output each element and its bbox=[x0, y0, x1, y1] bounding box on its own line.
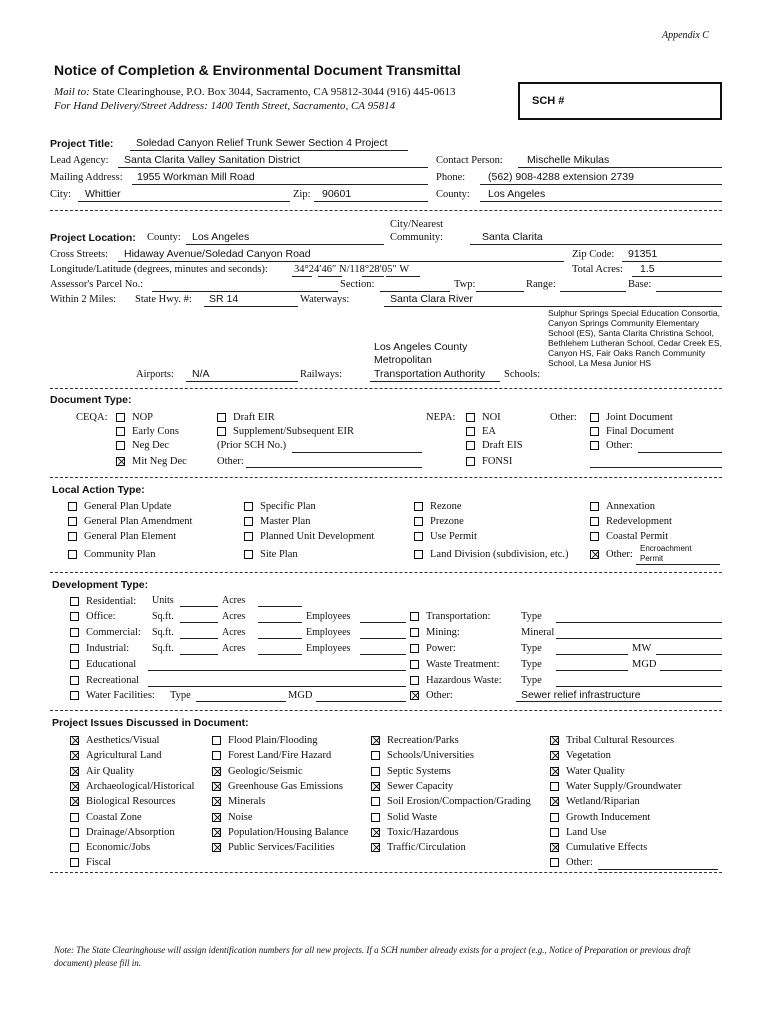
local-action-checkbox[interactable] bbox=[68, 532, 77, 541]
issues-label: Project Issues Discussed in Document: bbox=[52, 717, 249, 729]
waste-checkbox[interactable] bbox=[410, 660, 419, 669]
issue-label: Biological Resources bbox=[86, 796, 176, 807]
issue-label: Air Quality bbox=[86, 766, 135, 777]
base-label: Base: bbox=[628, 279, 652, 290]
total-acres-label: Total Acres: bbox=[572, 264, 623, 275]
cross-line bbox=[118, 261, 564, 262]
issue-label: Geologic/Seismic bbox=[228, 766, 303, 777]
issue-label: Sewer Capacity bbox=[387, 781, 454, 792]
ceqa-label: CEQA: bbox=[76, 412, 108, 423]
local-action-label: Annexation bbox=[606, 501, 655, 512]
local-action-label: Land Division (subdivision, etc.) bbox=[430, 549, 569, 560]
issue-checkbox[interactable] bbox=[70, 813, 79, 822]
ea-checkbox[interactable] bbox=[466, 427, 475, 436]
doc-type-label: Document Type: bbox=[50, 394, 132, 406]
mailing-line bbox=[132, 184, 428, 185]
issue-checkbox[interactable] bbox=[70, 751, 79, 760]
appendix-label: Appendix C bbox=[662, 30, 709, 41]
issue-checkbox[interactable] bbox=[550, 813, 559, 822]
local-action-checkbox[interactable] bbox=[414, 532, 423, 541]
issue-label: Other: bbox=[566, 857, 593, 868]
issue-checkbox[interactable] bbox=[371, 813, 380, 822]
railways-label: Railways: bbox=[300, 369, 342, 380]
commercial-label: Commercial: bbox=[86, 627, 141, 638]
range-line[interactable] bbox=[560, 291, 626, 292]
mineral-label: Mineral bbox=[521, 627, 555, 638]
nepa-label: NEPA: bbox=[426, 412, 456, 423]
issue-checkbox[interactable] bbox=[212, 782, 221, 791]
local-action-label: Master Plan bbox=[260, 516, 311, 527]
prior-sch-line[interactable] bbox=[292, 452, 422, 453]
dev-type-label: Development Type: bbox=[52, 579, 149, 591]
local-action-label: Community Plan bbox=[84, 549, 156, 560]
issue-label: Coastal Zone bbox=[86, 812, 142, 823]
doc-other3-line[interactable] bbox=[638, 452, 722, 453]
issue-label: Solid Waste bbox=[387, 812, 438, 823]
location-county-line bbox=[186, 244, 384, 245]
issue-label: Population/Housing Balance bbox=[228, 827, 349, 838]
mgd-label: MGD bbox=[632, 659, 657, 670]
city-line bbox=[78, 201, 290, 202]
cross-value[interactable]: Hidaway Avenue/Soledad Canyon Road bbox=[124, 248, 311, 260]
local-action-checkbox[interactable] bbox=[590, 550, 599, 559]
encroachment-label-2[interactable]: Permit bbox=[640, 554, 664, 563]
hazardous-label: Hazardous Waste: bbox=[426, 675, 502, 686]
issue-checkbox[interactable] bbox=[550, 782, 559, 791]
issue-label: Public Services/Facilities bbox=[228, 842, 335, 853]
local-action-label: Rezone bbox=[430, 501, 462, 512]
contact-label: Contact Person: bbox=[436, 155, 503, 166]
local-action-label: Use Permit bbox=[430, 531, 477, 542]
issue-other-line[interactable] bbox=[598, 869, 718, 870]
issue-label: Cumulative Effects bbox=[566, 842, 648, 853]
project-title-value[interactable]: Soledad Canyon Relief Trunk Sewer Section 4 Project bbox=[136, 137, 388, 149]
airports-value[interactable]: N/A bbox=[192, 368, 210, 380]
issue-label: Land Use bbox=[566, 827, 607, 838]
industrial-checkbox[interactable] bbox=[70, 644, 79, 653]
section-label: Section: bbox=[340, 279, 375, 290]
power-type-label: Type bbox=[521, 643, 542, 654]
encroachment-label-1[interactable]: Encroachment bbox=[640, 544, 692, 553]
mit-neg-dec-checkbox[interactable] bbox=[116, 457, 125, 466]
issue-checkbox[interactable] bbox=[550, 843, 559, 852]
nop-label: NOP bbox=[132, 412, 154, 423]
recreational-checkbox[interactable] bbox=[70, 676, 79, 685]
local-action-label: Coastal Permit bbox=[606, 531, 669, 542]
final-label: Final Document bbox=[606, 426, 674, 437]
zip-line bbox=[314, 201, 428, 202]
issue-label: Traffic/Circulation bbox=[387, 842, 466, 853]
latlong-label: Longitude/Latitude (degrees, minutes and seconds): bbox=[50, 264, 268, 275]
local-action-label: Specific Plan bbox=[260, 501, 316, 512]
issue-checkbox[interactable] bbox=[371, 782, 380, 791]
issue-checkbox[interactable] bbox=[212, 767, 221, 776]
loc-zip-line bbox=[622, 261, 722, 262]
draft-eis-label: Draft EIS bbox=[482, 440, 523, 451]
ceqa-other-label: Other: bbox=[217, 456, 244, 467]
hand-delivery: For Hand Delivery/Street Address: 1400 Tenth Street, Sacramento, CA 95814 bbox=[54, 100, 396, 112]
loc-zip-label: Zip Code: bbox=[572, 249, 615, 260]
mailing-value[interactable]: 1955 Workman Mill Road bbox=[137, 171, 255, 183]
railways-value-1[interactable]: Los Angeles County bbox=[374, 341, 468, 353]
issue-checkbox[interactable] bbox=[212, 751, 221, 760]
local-action-checkbox[interactable] bbox=[244, 550, 253, 559]
issue-checkbox[interactable] bbox=[70, 828, 79, 837]
draft-eis-checkbox[interactable] bbox=[466, 441, 475, 450]
issue-label: Economic/Jobs bbox=[86, 842, 151, 853]
within-label: Within 2 Miles: bbox=[50, 294, 117, 305]
waste-label: Waste Treatment: bbox=[426, 659, 500, 670]
residential-label: Residential: bbox=[86, 596, 137, 607]
water-mgd-label: MGD bbox=[288, 690, 313, 701]
title-line bbox=[130, 150, 408, 151]
issue-label: Forest Land/Fire Hazard bbox=[228, 750, 332, 761]
mining-label: Mining: bbox=[426, 627, 460, 638]
twp-line[interactable] bbox=[476, 291, 524, 292]
hazardous-type-label: Type bbox=[521, 675, 542, 686]
zip-label: Zip: bbox=[293, 189, 311, 200]
doc-other-label: Other: bbox=[550, 412, 577, 423]
schools-label: Schools: bbox=[504, 369, 541, 380]
local-action-checkbox[interactable] bbox=[590, 502, 599, 511]
waterways-line bbox=[384, 306, 722, 307]
issue-label: Tribal Cultural Resources bbox=[566, 735, 675, 746]
divider bbox=[50, 388, 722, 389]
water-label: Water Facilities: bbox=[86, 690, 155, 701]
issue-label: Greenhouse Gas Emissions bbox=[228, 781, 343, 792]
mw-label: MW bbox=[632, 643, 652, 654]
sch-box[interactable] bbox=[518, 82, 722, 120]
county-label: County: bbox=[436, 189, 470, 200]
local-action-label: Planned Unit Development bbox=[260, 531, 375, 542]
city-value[interactable]: Whittier bbox=[85, 188, 121, 200]
local-action-label: Other: bbox=[606, 549, 633, 560]
zip-value[interactable]: 90601 bbox=[322, 188, 352, 200]
project-title-label: Project Title: bbox=[50, 138, 114, 150]
local-action-checkbox[interactable] bbox=[414, 517, 423, 526]
industrial-acres-label: Acres bbox=[222, 643, 246, 654]
local-action-checkbox[interactable] bbox=[68, 517, 77, 526]
water-type-label: Type bbox=[170, 690, 191, 701]
waterways-value[interactable]: Santa Clara River bbox=[390, 293, 473, 305]
phone-value[interactable]: (562) 908-4288 extension 2739 bbox=[488, 171, 634, 183]
noi-checkbox[interactable] bbox=[466, 413, 475, 422]
office-label: Office: bbox=[86, 611, 116, 622]
section-line[interactable] bbox=[380, 291, 450, 292]
community-line bbox=[470, 244, 722, 245]
railways-value-3[interactable]: Transportation Authority bbox=[374, 368, 486, 380]
contact-line bbox=[518, 167, 722, 168]
divider bbox=[50, 572, 722, 573]
hwy-label: State Hwy. #: bbox=[135, 294, 192, 305]
issue-label: Water Supply/Groundwater bbox=[566, 781, 682, 792]
phone-label: Phone: bbox=[436, 172, 466, 183]
issue-checkbox[interactable] bbox=[550, 767, 559, 776]
local-action-checkbox[interactable] bbox=[590, 517, 599, 526]
doc-other3-line2[interactable] bbox=[590, 467, 722, 468]
issue-label: Agricultural Land bbox=[86, 750, 162, 761]
local-action-checkbox[interactable] bbox=[68, 502, 77, 511]
joint-checkbox[interactable] bbox=[590, 413, 599, 422]
cross-label: Cross Streets: bbox=[50, 249, 109, 260]
airports-line bbox=[186, 381, 298, 382]
local-action-checkbox[interactable] bbox=[590, 532, 599, 541]
community-value[interactable]: Santa Clarita bbox=[482, 231, 543, 243]
loc-zip-value[interactable]: 91351 bbox=[628, 248, 658, 260]
commercial-acres-label: Acres bbox=[222, 627, 246, 638]
issue-checkbox[interactable] bbox=[70, 843, 79, 852]
issue-label: Aesthetics/Visual bbox=[86, 735, 160, 746]
issue-label: Vegetation bbox=[566, 750, 611, 761]
issue-label: Recreation/Parks bbox=[387, 735, 459, 746]
mining-checkbox[interactable] bbox=[410, 628, 419, 637]
neg-dec-label: Neg Dec bbox=[132, 440, 170, 451]
form-title: Notice of Completion & Environmental Document Transmittal bbox=[54, 62, 461, 78]
total-acres-line bbox=[632, 276, 722, 277]
issue-checkbox[interactable] bbox=[212, 797, 221, 806]
issue-checkbox[interactable] bbox=[550, 828, 559, 837]
local-action-checkbox[interactable] bbox=[414, 502, 423, 511]
issue-label: Water Quality bbox=[566, 766, 625, 777]
local-action-label: Local Action Type: bbox=[52, 484, 145, 496]
nop-checkbox[interactable] bbox=[116, 413, 125, 422]
airports-label: Airports: bbox=[136, 369, 174, 380]
doc-other-checkbox[interactable] bbox=[590, 441, 599, 450]
local-action-label: General Plan Update bbox=[84, 501, 172, 512]
sch-label: SCH # bbox=[532, 95, 565, 107]
office-acres-label: Acres bbox=[222, 611, 246, 622]
hwy-value[interactable]: SR 14 bbox=[209, 293, 239, 305]
prior-sch-label: (Prior SCH No.) bbox=[217, 440, 287, 451]
lead-agency-value[interactable]: Santa Clarita Valley Sanitation District bbox=[124, 154, 301, 166]
recreational-label: Recreational bbox=[86, 675, 140, 686]
residential-checkbox[interactable] bbox=[70, 597, 79, 606]
ea-label: EA bbox=[482, 426, 496, 437]
final-checkbox[interactable] bbox=[590, 427, 599, 436]
mail-to: Mail to: State Clearinghouse, P.O. Box 3044, Sacramento, CA 95812-3044 (916) 445-0613 bbox=[54, 86, 456, 98]
waterways-label: Waterways: bbox=[300, 294, 350, 305]
issue-checkbox[interactable] bbox=[70, 782, 79, 791]
issue-label: Drainage/Absorption bbox=[86, 827, 175, 838]
issue-checkbox[interactable] bbox=[371, 751, 380, 760]
fonsi-checkbox[interactable] bbox=[466, 457, 475, 466]
issue-label: Fiscal bbox=[86, 857, 112, 868]
issue-checkbox[interactable] bbox=[371, 767, 380, 776]
supplement-label: Supplement/Subsequent EIR bbox=[233, 426, 355, 437]
dev-other-checkbox[interactable] bbox=[410, 691, 419, 700]
supplement-checkbox[interactable] bbox=[217, 427, 226, 436]
divider bbox=[50, 477, 722, 478]
issue-label: Archaeological/Historical bbox=[86, 781, 195, 792]
lead-agency-label: Lead Agency: bbox=[50, 155, 109, 166]
early-cons-checkbox[interactable] bbox=[116, 427, 125, 436]
phone-line bbox=[480, 184, 722, 185]
local-action-label: Site Plan bbox=[260, 549, 298, 560]
early-cons-label: Early Cons bbox=[132, 426, 179, 437]
county-line bbox=[480, 201, 722, 202]
local-action-checkbox[interactable] bbox=[244, 502, 253, 511]
issue-checkbox[interactable] bbox=[371, 843, 380, 852]
power-label: Power: bbox=[426, 643, 456, 654]
community-label: Community: bbox=[390, 232, 444, 243]
location-county-value[interactable]: Los Angeles bbox=[192, 231, 250, 243]
doc-other3-label: Other: bbox=[606, 440, 633, 451]
issue-label: Septic Systems bbox=[387, 766, 451, 777]
range-label: Range: bbox=[526, 279, 556, 290]
county-value[interactable]: Los Angeles bbox=[488, 188, 546, 200]
schools-value[interactable]: Sulphur Springs Special Education Consortia, Canyon Springs Community Elementary School (ES), Santa Clarita Christina School, Bethlehem Lutheran School, Cedar Creek ES, Canyon HS, Fair Oaks Ranch Community School, La Mesa Junior HS bbox=[548, 308, 722, 368]
ceqa-other-line[interactable] bbox=[246, 467, 422, 468]
footnote: Note: The State Clearinghouse will assign identification numbers for all new projects. If a SCH number already exists for a project (e.g., Notice of Preparation or previous draft document) please fill in. bbox=[54, 945, 691, 968]
units-label: Units bbox=[152, 595, 174, 606]
commercial-checkbox[interactable] bbox=[70, 628, 79, 637]
issue-checkbox[interactable] bbox=[550, 736, 559, 745]
issue-checkbox[interactable] bbox=[70, 736, 79, 745]
draft-eir-label: Draft EIR bbox=[233, 412, 275, 423]
draft-eir-checkbox[interactable] bbox=[217, 413, 226, 422]
noi-label: NOI bbox=[482, 412, 501, 423]
issue-label: Flood Plain/Flooding bbox=[228, 735, 318, 746]
issue-checkbox[interactable] bbox=[371, 828, 380, 837]
commercial-sqft-label: Sq.ft. bbox=[152, 627, 174, 638]
neg-dec-checkbox[interactable] bbox=[116, 441, 125, 450]
railways-line bbox=[370, 381, 500, 382]
city-label: City: bbox=[50, 189, 72, 200]
issue-checkbox[interactable] bbox=[212, 813, 221, 822]
dev-other-label: Other: bbox=[426, 690, 453, 701]
local-action-checkbox[interactable] bbox=[414, 550, 423, 559]
water-checkbox[interactable] bbox=[70, 691, 79, 700]
base-line[interactable] bbox=[656, 291, 722, 292]
location-county-label: County: bbox=[147, 232, 181, 243]
local-action-checkbox[interactable] bbox=[244, 532, 253, 541]
issue-checkbox[interactable] bbox=[212, 843, 221, 852]
transportation-label: Transportation: bbox=[426, 611, 491, 622]
transportation-type-label: Type bbox=[521, 611, 542, 622]
issue-checkbox[interactable] bbox=[550, 858, 559, 867]
industrial-employees-label: Employees bbox=[306, 643, 351, 654]
hwy-line bbox=[204, 306, 298, 307]
local-action-label: Prezone bbox=[430, 516, 464, 527]
educational-checkbox[interactable] bbox=[70, 660, 79, 669]
parcel-line[interactable] bbox=[152, 291, 338, 292]
issue-label: Soil Erosion/Compaction/Grading bbox=[387, 796, 531, 807]
issue-checkbox[interactable] bbox=[70, 767, 79, 776]
dev-other-value[interactable]: Sewer relief infrastructure bbox=[521, 689, 641, 701]
issue-checkbox[interactable] bbox=[550, 751, 559, 760]
issue-label: Toxic/Hazardous bbox=[387, 827, 459, 838]
issue-checkbox[interactable] bbox=[371, 736, 380, 745]
local-action-checkbox[interactable] bbox=[244, 517, 253, 526]
city-nearest-label: City/Nearest bbox=[390, 219, 444, 230]
twp-label: Twp: bbox=[454, 279, 476, 290]
local-action-label: Redevelopment bbox=[606, 516, 672, 527]
fonsi-label: FONSI bbox=[482, 456, 513, 467]
local-action-checkbox[interactable] bbox=[68, 550, 77, 559]
issue-label: Noise bbox=[228, 812, 253, 823]
educational-label: Educational bbox=[86, 659, 137, 670]
office-sqft-label: Sq.ft. bbox=[152, 611, 174, 622]
divider bbox=[50, 210, 722, 211]
office-checkbox[interactable] bbox=[70, 612, 79, 621]
issue-checkbox[interactable] bbox=[550, 797, 559, 806]
industrial-label: Industrial: bbox=[86, 643, 130, 654]
issue-label: Growth Inducement bbox=[566, 812, 651, 823]
issue-checkbox[interactable] bbox=[70, 797, 79, 806]
issue-checkbox[interactable] bbox=[371, 797, 380, 806]
hazardous-checkbox[interactable] bbox=[410, 676, 419, 685]
issue-checkbox[interactable] bbox=[212, 828, 221, 837]
railways-value-2[interactable]: Metropolitan bbox=[374, 354, 432, 366]
issue-checkbox[interactable] bbox=[212, 736, 221, 745]
lead-agency-line bbox=[118, 167, 428, 168]
acres-label: Acres bbox=[222, 595, 246, 606]
commercial-employees-label: Employees bbox=[306, 627, 351, 638]
waste-type-label: Type bbox=[521, 659, 542, 670]
mailing-label: Mailing Address: bbox=[50, 172, 123, 183]
local-other-line bbox=[636, 564, 720, 565]
local-action-label: General Plan Element bbox=[84, 531, 177, 542]
latlong-value[interactable]: 34°24′46″ N/118°28′05″ W bbox=[294, 264, 410, 275]
divider bbox=[50, 710, 722, 711]
location-label: Project Location: bbox=[50, 232, 136, 244]
issue-label: Minerals bbox=[228, 796, 266, 807]
joint-label: Joint Document bbox=[606, 412, 673, 423]
industrial-sqft-label: Sq.ft. bbox=[152, 643, 174, 654]
issue-checkbox[interactable] bbox=[70, 858, 79, 867]
parcel-label: Assessor's Parcel No.: bbox=[50, 279, 144, 290]
issue-label: Schools/Universities bbox=[387, 750, 474, 761]
mit-neg-dec-label: Mit Neg Dec bbox=[132, 456, 187, 467]
total-acres-value[interactable]: 1.5 bbox=[640, 263, 655, 275]
power-checkbox[interactable] bbox=[410, 644, 419, 653]
contact-value[interactable]: Mischelle Mikulas bbox=[527, 154, 610, 166]
issue-label: Wetland/Riparian bbox=[566, 796, 640, 807]
office-employees-label: Employees bbox=[306, 611, 351, 622]
divider bbox=[50, 872, 722, 873]
transportation-checkbox[interactable] bbox=[410, 612, 419, 621]
local-action-label: General Plan Amendment bbox=[84, 516, 193, 527]
